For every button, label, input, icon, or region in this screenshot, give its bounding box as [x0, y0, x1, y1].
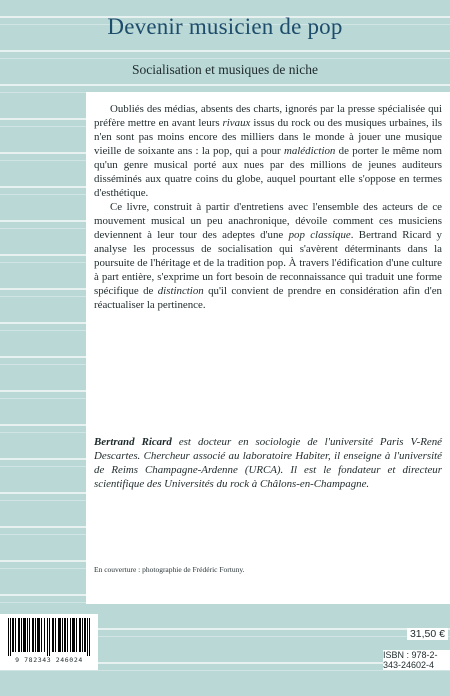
summary-text: Oubliés des médias, absents des charts, ignorés par la presse spécialisée qui préfère mettre en avant leurs — [94, 103, 442, 129]
summary-text: de porter le même nom qu'un genre musical porté aux nues par des millions de jeunes auditeurs disséminés aux quatre coins du globe, auquel pourtant elle s'oppose en termes d'esthétique. — [94, 145, 442, 199]
book-subtitle: Socialisation et musiques de niche — [132, 62, 318, 77]
summary-italic: pop classique — [288, 229, 351, 241]
book-summary — [94, 102, 442, 312]
summary-italic: distinction — [157, 285, 204, 297]
summary-text: . Bertrand Ricard y analyse les processus de socialisation qui s'avèrent déterminants dans la poursuite de l'héritage et de la tradition pop. À travers l'édification d'une culture à part entière, s'exprime un fort besoin de reconnaissance qui traduit une forme spécifique de — [94, 229, 443, 297]
author-name: Bertrand Ricard — [94, 436, 172, 448]
summary-paragraph-1 — [94, 102, 442, 200]
summary-italic: rivaux — [222, 117, 251, 129]
author-bio — [94, 435, 442, 491]
barcode-icon — [4, 618, 94, 656]
summary-italic: malédiction — [283, 145, 336, 157]
summary-text: Ce livre, construit à partir d'entretiens avec l'ensemble des acteurs de ce mouvement musical un peu anachronique, dévoile comment ces musiciens deviennent à leur tour des adeptes d'une — [94, 201, 442, 241]
text-panel — [86, 92, 450, 604]
summary-text: qu'il convient de prendre en considération afin d'en réactualiser la pertinence. — [94, 285, 442, 311]
barcode — [0, 614, 98, 670]
author-bio-text: est docteur en sociologie de l'université Paris V-René Descartes. Chercheur associé au laboratoire Habiter, il enseigne à l'université de Reims Champagne-Ardenne (URCA). Il est le fondateur et directeur scientifique des Universités du rock à Châlons-en-Champagne. — [94, 436, 442, 490]
cover-photo-credit: En couverture : photographie de Frédéric Fortuny. — [94, 565, 245, 574]
isbn: ISBN : 978-2-343-24602-4 — [383, 650, 450, 670]
summary-paragraph-2 — [94, 200, 442, 312]
barcode-number: 9 782343 246024 — [15, 656, 83, 664]
book-title: Devenir musicien de pop — [107, 14, 343, 39]
summary-text: issus du rock ou des musiques urbaines, ils n'en sont pas moins encore des milliers dans le monde à jouer une musique vieille de soixante ans : la pop, qui a pour — [94, 117, 442, 157]
price: 31,50 € — [407, 628, 448, 640]
